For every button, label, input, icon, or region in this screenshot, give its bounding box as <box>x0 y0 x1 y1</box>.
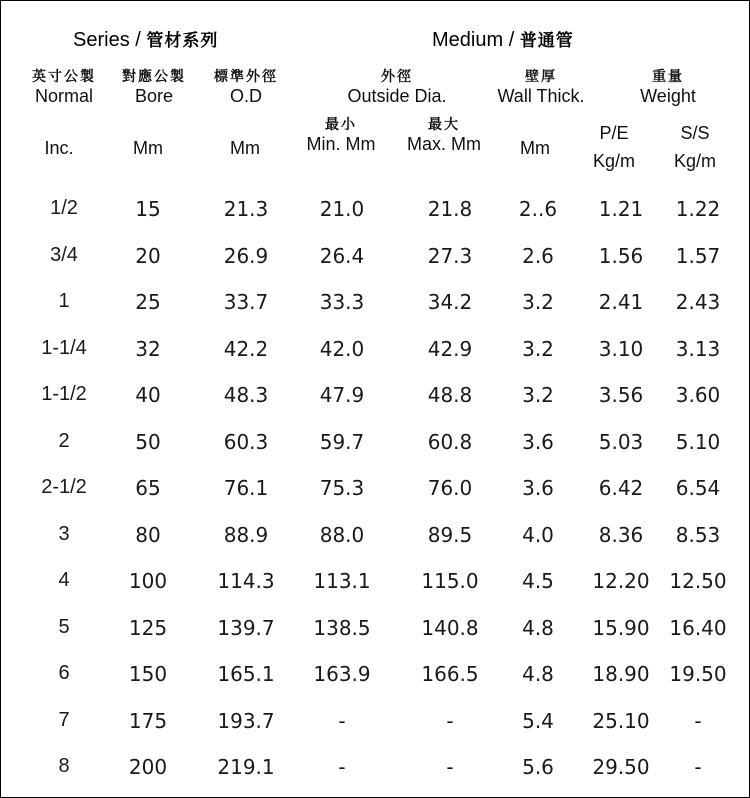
cell-ss: 3.13 <box>675 336 721 361</box>
cell-wall: 3.2 <box>522 336 554 361</box>
cell-pe: 1.56 <box>598 243 644 268</box>
cell-normal: 8 <box>58 755 70 777</box>
cell-wall: 3.6 <box>522 429 554 454</box>
header-bore-unit: Mm <box>133 138 163 158</box>
cell-min: 163.9 <box>313 662 371 686</box>
cell-normal: 4 <box>58 569 70 591</box>
cell-pe: 25.10 <box>592 708 650 733</box>
cell-bore: 150 <box>128 662 168 686</box>
series-title-en: Series / <box>73 29 141 51</box>
cell-ss: 5.10 <box>675 429 721 454</box>
cell-max: 166.5 <box>421 662 479 686</box>
cell-normal: 1-1/2 <box>41 383 87 405</box>
cell-od: 88.9 <box>223 522 269 547</box>
cell-pe: 8.36 <box>598 522 644 547</box>
cell-min: 42.0 <box>319 336 365 361</box>
cell-pe: 18.90 <box>592 662 650 686</box>
cell-max: 140.8 <box>421 615 479 640</box>
header-bore <box>101 69 207 107</box>
cell-max: 27.3 <box>427 243 473 268</box>
header-weight <box>611 69 725 107</box>
cell-pe: 29.50 <box>592 755 650 779</box>
cell-wall: 3.2 <box>522 383 554 407</box>
header-weight-zh: 重量 <box>652 69 684 85</box>
cell-pe: 5.03 <box>598 429 644 454</box>
cell-ss: 1.57 <box>675 243 721 268</box>
header-outside-en: Outside Dia. <box>347 86 447 106</box>
cell-pe: 2.41 <box>598 290 644 314</box>
cell-min: 113.1 <box>313 569 371 593</box>
cell-ss: - <box>694 708 702 733</box>
cell-normal: 1/2 <box>50 197 78 219</box>
cell-normal: 7 <box>58 708 70 731</box>
cell-max: 89.5 <box>427 522 473 547</box>
cell-ss: 8.53 <box>675 522 721 547</box>
header-outside-zh: 外徑 <box>381 69 413 85</box>
cell-normal: 6 <box>58 662 70 684</box>
cell-wall: 2.6 <box>522 243 554 268</box>
header-wall <box>481 69 601 107</box>
cell-wall: 4.5 <box>522 569 554 593</box>
cell-normal: 3/4 <box>50 243 78 266</box>
header-min: 最小 Min. Mm <box>306 117 376 154</box>
header-bore-en: Bore <box>134 86 174 106</box>
header-max: 最大 Max. Mm <box>407 117 481 154</box>
cell-wall: 2..6 <box>518 197 558 221</box>
header-normal-en: Normal <box>34 86 93 106</box>
header-weight-en: Weight <box>640 86 696 106</box>
cell-bore: 40 <box>135 383 161 407</box>
cell-normal: 1 <box>58 290 70 312</box>
cell-od: 42.2 <box>223 336 269 361</box>
cell-ss: 19.50 <box>669 662 727 686</box>
cell-max: - <box>446 755 454 779</box>
header-normal-unit: Inc. <box>44 138 74 158</box>
cell-max: 34.2 <box>427 290 473 314</box>
cell-bore: 65 <box>135 476 161 500</box>
header-outside-dia <box>327 69 467 107</box>
cell-max: 60.8 <box>427 429 473 454</box>
cell-pe: 3.56 <box>598 383 644 407</box>
header-normal-zh: 英寸公製 <box>32 69 96 85</box>
cell-max: 42.9 <box>427 336 473 361</box>
header-od-zh: 標準外徑 <box>214 69 278 85</box>
cell-min: - <box>338 755 346 779</box>
medium-title-zh: 普通管 <box>519 31 574 51</box>
cell-wall: 4.8 <box>522 662 554 686</box>
cell-wall: 3.2 <box>522 290 554 314</box>
medium-title <box>432 26 574 52</box>
cell-min: 138.5 <box>313 615 371 640</box>
cell-min: 26.4 <box>319 243 365 268</box>
cell-min: 59.7 <box>319 429 365 454</box>
cell-wall: 5.4 <box>522 708 554 733</box>
cell-od: 114.3 <box>217 569 275 593</box>
cell-od: 26.9 <box>223 243 269 268</box>
header-od-en: O.D <box>229 86 262 106</box>
cell-od: 139.7 <box>217 615 275 640</box>
cell-max: - <box>446 708 454 733</box>
cell-max: 21.8 <box>427 197 473 221</box>
cell-pe: 15.90 <box>592 615 650 640</box>
cell-od: 193.7 <box>217 708 275 733</box>
cell-min: 88.0 <box>319 522 365 547</box>
cell-max: 48.8 <box>427 383 473 407</box>
cell-normal: 2-1/2 <box>41 476 87 498</box>
series-title <box>73 26 218 52</box>
cell-max: 115.0 <box>421 569 479 593</box>
header-od-unit: Mm <box>230 138 260 158</box>
cell-od: 165.1 <box>217 662 275 686</box>
header-wall-unit: Mm <box>520 138 550 158</box>
cell-ss: 3.60 <box>675 383 721 407</box>
cell-od: 219.1 <box>217 755 275 779</box>
cell-pe: 12.20 <box>592 569 650 593</box>
cell-wall: 5.6 <box>522 755 554 779</box>
header-od <box>197 69 295 107</box>
cell-pe: 6.42 <box>598 476 644 500</box>
cell-max: 76.0 <box>427 476 473 500</box>
cell-od: 33.7 <box>223 290 269 314</box>
cell-od: 48.3 <box>223 383 269 407</box>
medium-title-en: Medium / <box>432 29 515 51</box>
header-ss: S/S Kg/m <box>673 123 716 171</box>
cell-bore: 15 <box>135 197 161 221</box>
cell-pe: 3.10 <box>598 336 644 361</box>
cell-bore: 20 <box>135 243 161 268</box>
cell-normal: 3 <box>58 522 70 545</box>
cell-ss: - <box>694 755 702 779</box>
cell-normal: 1-1/4 <box>41 336 87 359</box>
cell-bore: 50 <box>135 429 161 454</box>
cell-bore: 25 <box>135 290 161 314</box>
header-wall-zh: 壁厚 <box>525 69 557 85</box>
cell-wall: 4.8 <box>522 615 554 640</box>
cell-ss: 16.40 <box>669 615 727 640</box>
header-wall-en: Wall Thick. <box>497 86 585 106</box>
cell-min: 47.9 <box>319 383 365 407</box>
cell-min: - <box>338 708 346 733</box>
cell-bore: 32 <box>135 336 161 361</box>
cell-min: 21.0 <box>319 197 365 221</box>
cell-od: 76.1 <box>223 476 269 500</box>
cell-ss: 12.50 <box>669 569 727 593</box>
cell-normal: 5 <box>58 615 70 638</box>
cell-od: 21.3 <box>223 197 269 221</box>
cell-min: 75.3 <box>319 476 365 500</box>
cell-wall: 4.0 <box>522 522 554 547</box>
cell-bore: 100 <box>128 569 168 593</box>
cell-bore: 80 <box>135 522 161 547</box>
cell-wall: 3.6 <box>522 476 554 500</box>
series-title-zh: 管材系列 <box>146 31 219 51</box>
cell-od: 60.3 <box>223 429 269 454</box>
cell-normal: 2 <box>58 429 70 452</box>
cell-pe: 1.21 <box>598 197 644 221</box>
header-pe: P/E Kg/m <box>592 123 635 171</box>
cell-min: 33.3 <box>319 290 365 314</box>
cell-ss: 6.54 <box>675 476 721 500</box>
header-bore-zh: 對應公製 <box>122 69 186 85</box>
cell-bore: 125 <box>128 615 168 640</box>
cell-ss: 1.22 <box>675 197 721 221</box>
cell-bore: 175 <box>128 708 168 733</box>
cell-bore: 200 <box>128 755 168 779</box>
cell-ss: 2.43 <box>675 290 721 314</box>
